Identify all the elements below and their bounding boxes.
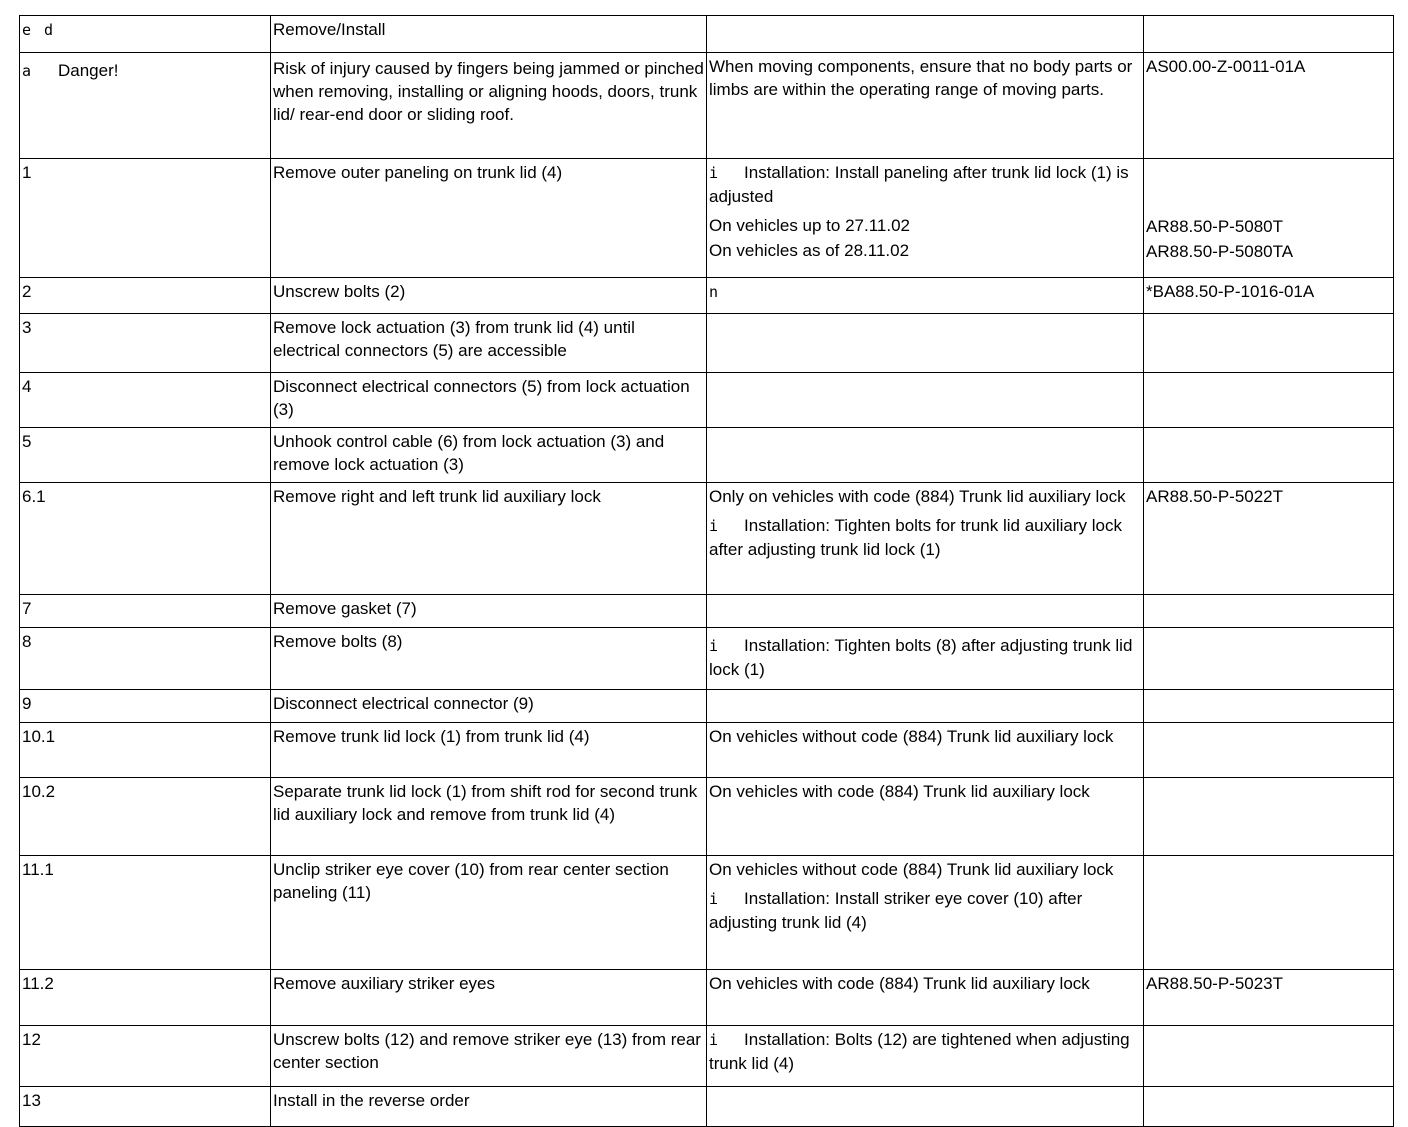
step-action: Remove auxiliary striker eyes [271, 970, 707, 1026]
header-title: Remove/Install [271, 16, 707, 53]
step-action: Disconnect electrical connector (9) [271, 690, 707, 723]
step-action: Unhook control cable (6) from lock actuation (3) and remove lock actuation (3) [271, 428, 707, 483]
step-notes [707, 856, 1144, 970]
installation-label: Installation: [744, 889, 831, 908]
step-notes [707, 1026, 1144, 1087]
installation-label: Installation: [744, 163, 831, 182]
info-icon: i [709, 517, 719, 535]
info-icon: i [709, 637, 719, 655]
step-action: Remove bolts (8) [271, 628, 707, 690]
step-action: Remove lock actuation (3) from trunk lid (4) until electrical connectors (5) are accessible [271, 314, 707, 373]
table-row [20, 856, 1394, 970]
empty-cell [1144, 778, 1394, 856]
step-notes [707, 159, 1144, 278]
empty-cell [707, 595, 1144, 628]
step-action: Remove outer paneling on trunk lid (4) [271, 159, 707, 278]
table-row [20, 373, 1394, 428]
installation-note [709, 514, 1141, 561]
step-number: 6.1 [20, 483, 271, 595]
table-row [20, 16, 1394, 53]
installation-text: Install striker eye cover (10) after adjusting trunk lid (4) [709, 889, 1083, 932]
danger-measure: When moving components, ensure that no body parts or limbs are within the operating range of moving parts. [707, 53, 1144, 159]
step-notes [707, 628, 1144, 690]
procedure-table [19, 15, 1394, 1127]
table-row [20, 428, 1394, 483]
table-row [20, 690, 1394, 723]
reference-link[interactable]: AR88.50-P-5080T [1146, 217, 1284, 236]
vehicle-note: On vehicles with code (884) Trunk lid auxiliary lock [707, 970, 1144, 1026]
vehicle-note: On vehicles without code (884) Trunk lid auxiliary lock [707, 723, 1144, 778]
empty-cell [1144, 1087, 1394, 1127]
table-row [20, 53, 1394, 159]
reference-link[interactable]: AR88.50-P-5023T [1144, 970, 1394, 1026]
empty-cell [1144, 628, 1394, 690]
empty-cell [707, 373, 1144, 428]
reference-link[interactable]: *BA88.50-P-1016-01A [1144, 278, 1394, 314]
table-row [20, 970, 1394, 1026]
danger-symbol-icon: a [22, 62, 32, 80]
installation-label: Installation: [744, 516, 831, 535]
installation-note [709, 161, 1141, 208]
step-number: 3 [20, 314, 271, 373]
danger-reference: AS00.00-Z-0011-01A [1144, 53, 1394, 159]
empty-cell [1144, 856, 1394, 970]
table-row [20, 278, 1394, 314]
installation-text: Install paneling after trunk lid lock (1) is adjusted [709, 163, 1129, 206]
installation-label: Installation: [744, 1030, 831, 1049]
installation-note [709, 1028, 1141, 1075]
n-symbol-icon: n [709, 283, 719, 301]
step-action: Unscrew bolts (2) [271, 278, 707, 314]
empty-cell [1144, 373, 1394, 428]
step-action: Remove gasket (7) [271, 595, 707, 628]
step-number: 12 [20, 1026, 271, 1087]
table-row [20, 595, 1394, 628]
installation-text: Tighten bolts for trunk lid auxiliary lock after adjusting trunk lid lock (1) [709, 516, 1123, 559]
step-action: Remove trunk lid lock (1) from trunk lid (4) [271, 723, 707, 778]
step-action: Disconnect electrical connectors (5) from lock actuation (3) [271, 373, 707, 428]
installation-note [709, 887, 1141, 934]
danger-risk: Risk of injury caused by fingers being jammed or pinched when removing, installing or aligning hoods, doors, trunk lid/ rear-end door or sliding roof. [271, 53, 707, 159]
empty-cell [707, 690, 1144, 723]
info-icon: i [709, 1031, 719, 1049]
empty-cell [1144, 16, 1394, 53]
installation-note [709, 634, 1141, 681]
vehicle-note: Only on vehicles with code (884) Trunk lid auxiliary lock [709, 487, 1126, 506]
step-number: 9 [20, 690, 271, 723]
step-number: 11.1 [20, 856, 271, 970]
e-symbol-icon: e [22, 21, 32, 39]
step-references [1144, 159, 1394, 278]
vehicle-note: On vehicles as of 28.11.02 [709, 241, 910, 260]
empty-cell [707, 1087, 1144, 1127]
step-number: 10.2 [20, 778, 271, 856]
vehicle-note: On vehicles up to 27.11.02 [709, 216, 910, 235]
empty-cell [1144, 690, 1394, 723]
table-row [20, 628, 1394, 690]
header-symbol-cell [20, 16, 271, 53]
empty-cell [1144, 314, 1394, 373]
step-number: 1 [20, 159, 271, 278]
d-symbol-icon: d [44, 21, 54, 39]
empty-cell [1144, 428, 1394, 483]
step-notes [707, 483, 1144, 595]
step-number: 2 [20, 278, 271, 314]
table-row [20, 483, 1394, 595]
step-action: Unscrew bolts (12) and remove striker eye (13) from rear center section [271, 1026, 707, 1087]
empty-cell [707, 314, 1144, 373]
step-number: 4 [20, 373, 271, 428]
installation-label: Installation: [744, 636, 831, 655]
vehicle-note: On vehicles without code (884) Trunk lid auxiliary lock [709, 860, 1114, 879]
reference-link[interactable]: AR88.50-P-5080TA [1146, 242, 1294, 261]
info-icon: i [709, 164, 719, 182]
installation-text: Tighten bolts (8) after adjusting trunk lid lock (1) [709, 636, 1133, 679]
empty-cell [1144, 1026, 1394, 1087]
step-number: 13 [20, 1087, 271, 1127]
step-number: 5 [20, 428, 271, 483]
installation-text: Bolts (12) are tightened when adjusting trunk lid (4) [709, 1030, 1130, 1073]
danger-cell [20, 53, 271, 159]
step-action: Separate trunk lid lock (1) from shift rod for second trunk lid auxiliary lock and remove from trunk lid (4) [271, 778, 707, 856]
empty-cell [707, 428, 1144, 483]
table-row [20, 314, 1394, 373]
vehicle-note: On vehicles with code (884) Trunk lid auxiliary lock [707, 778, 1144, 856]
step-action: Unclip striker eye cover (10) from rear center section paneling (11) [271, 856, 707, 970]
step-number: 11.2 [20, 970, 271, 1026]
table-row [20, 778, 1394, 856]
step-action: Install in the reverse order [271, 1087, 707, 1127]
step-action: Remove right and left trunk lid auxiliary lock [271, 483, 707, 595]
empty-cell [1144, 723, 1394, 778]
table-row [20, 159, 1394, 278]
danger-label: Danger! [58, 61, 119, 80]
table-row [20, 1026, 1394, 1087]
empty-cell [1144, 595, 1394, 628]
step-number: 8 [20, 628, 271, 690]
reference-link[interactable]: AR88.50-P-5022T [1144, 483, 1394, 595]
table-row [20, 1087, 1394, 1127]
empty-cell [707, 16, 1144, 53]
step-number: 7 [20, 595, 271, 628]
step-notes [707, 278, 1144, 314]
table-row [20, 723, 1394, 778]
step-number: 10.1 [20, 723, 271, 778]
info-icon: i [709, 890, 719, 908]
